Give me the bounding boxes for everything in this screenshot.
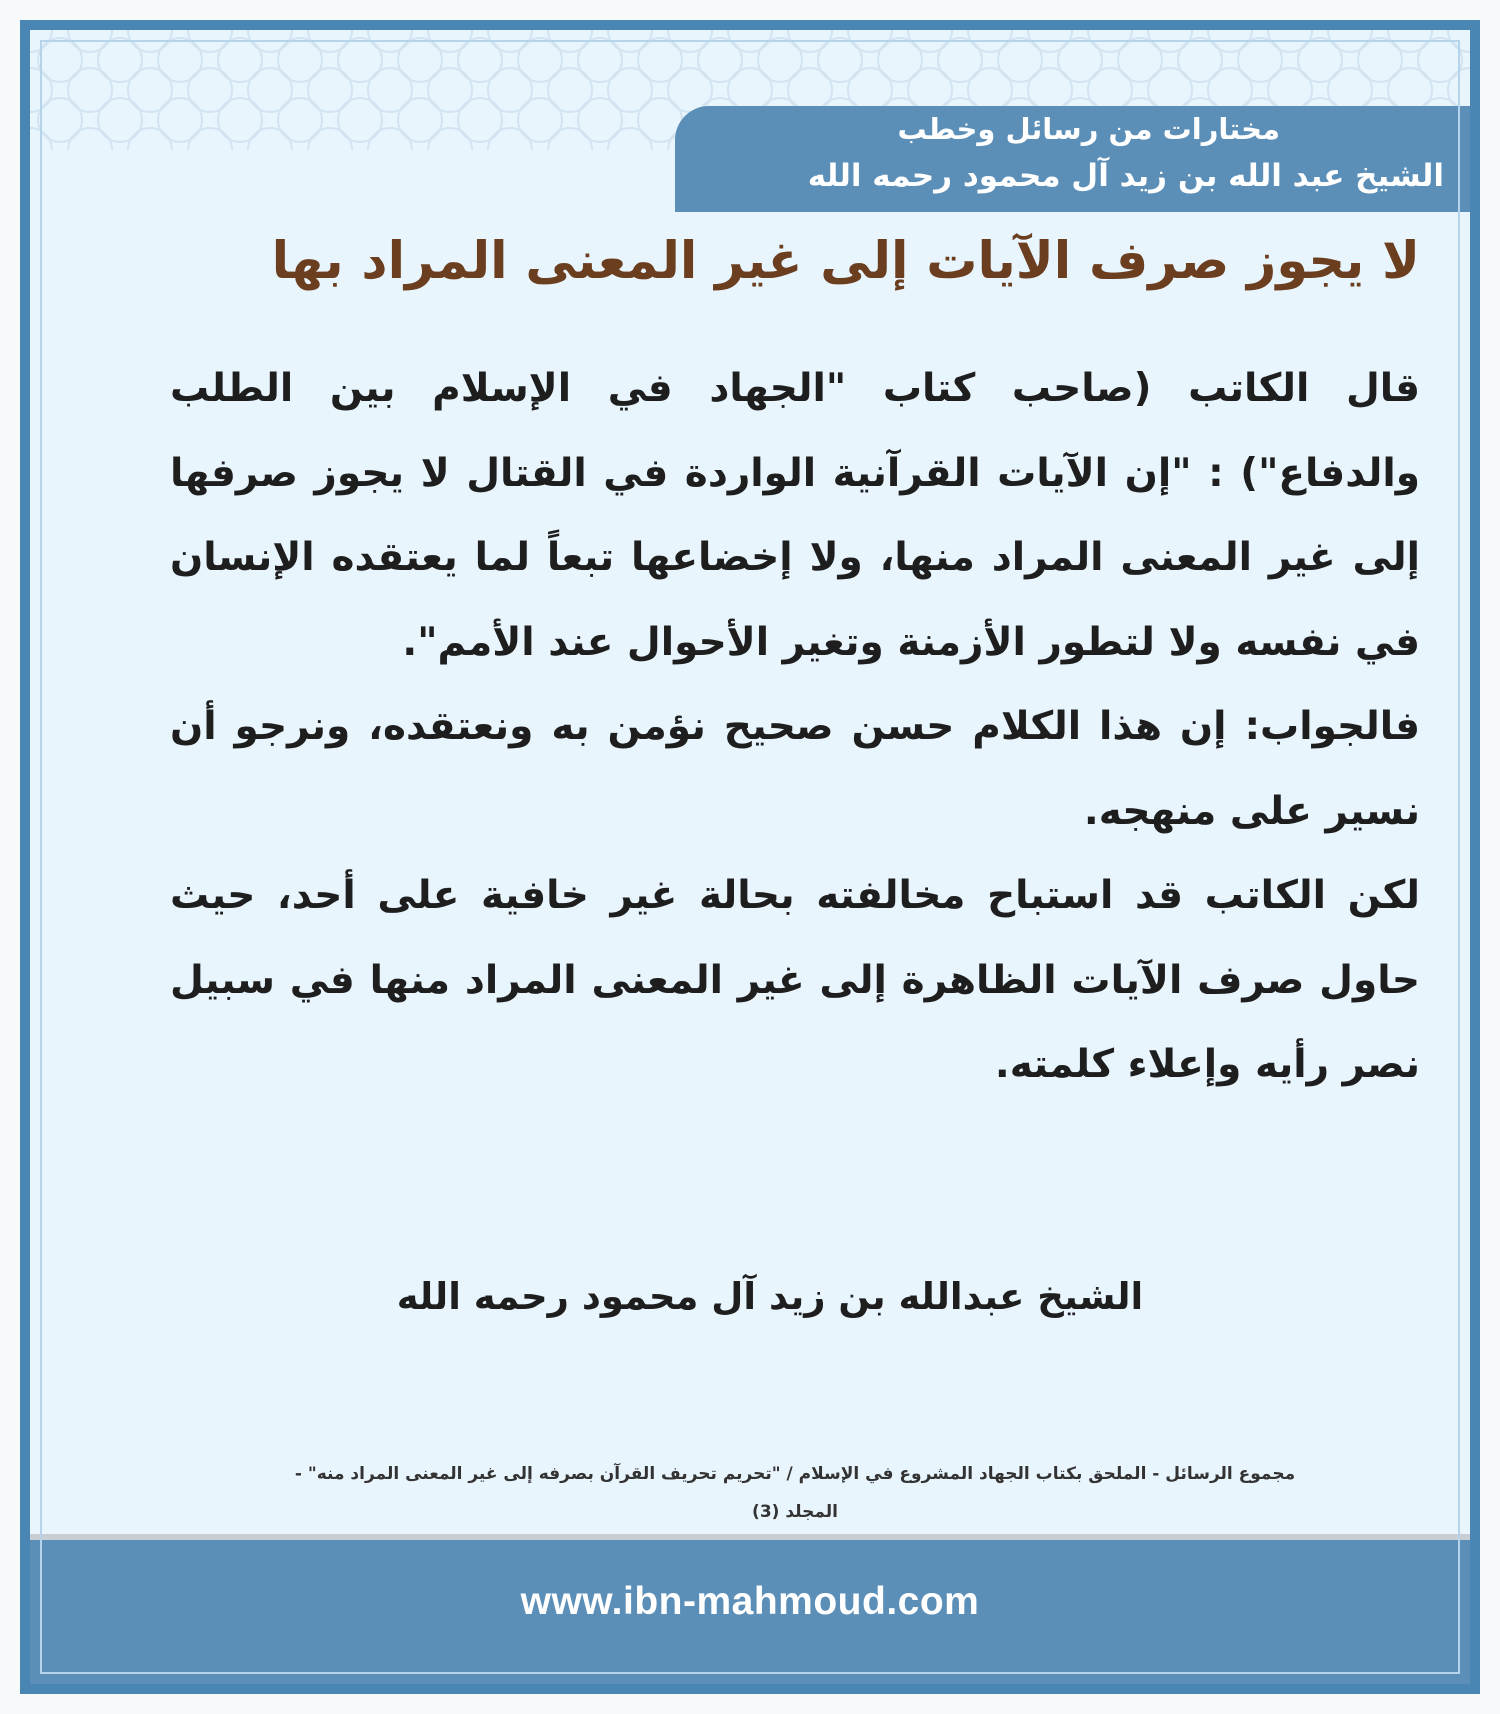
header-banner [675, 106, 1470, 212]
paragraph-quote: قال الكاتب (صاحب كتاب "الجهاد في الإسلام بين الطلب والدفاع") : "إن الآيات القرآنية الواردة في القتال لا يجوز صرفها إلى غير المعنى المراد منها، ولا إخضاعها تبعاً لما يعتقده الإنسان في نفسه ولا لتطور الأزمنة وتغير الأحوال عند الأمم". [170, 366, 1420, 665]
source-line-2: المجلد (3) [752, 1502, 838, 1522]
header-author: الشيخ عبد الله بن زيد آل محمود رحمه الله [807, 158, 1444, 194]
source-citation [170, 1455, 1420, 1531]
source-line-1: مجموع الرسائل - الملحق بكتاب الجهاد المشروع في الإسلام / "تحريم تحريف القرآن بصرفه إلى غير المعنى المراد منه" - [294, 1464, 1296, 1484]
page-title: لا يجوز صرف الآيات إلى غير المعنى المراد بها [271, 232, 1420, 291]
content-frame [20, 20, 1480, 1694]
website-link[interactable]: www.ibn-mahmoud.com [520, 1580, 980, 1623]
header-subtitle: مختارات من رسائل وخطب [897, 112, 1280, 146]
author-signature: الشيخ عبدالله بن زيد آل محمود رحمه الله [396, 1275, 1144, 1318]
paragraph-answer: فالجواب: إن هذا الكلام حسن صحيح نؤمن به ونعتقده، ونرجو أن نسير على منهجه. [170, 704, 1420, 834]
paragraph-rebuttal: لكن الكاتب قد استباح مخالفته بحالة غير خافية على أحد، حيث حاول صرف الآيات الظاهرة إلى غير المعنى المراد منها في سبيل نصر رأيه وإعلاء كلمته. [170, 873, 1420, 1087]
article-body [170, 347, 1420, 1108]
footer-bar [30, 1534, 1470, 1684]
